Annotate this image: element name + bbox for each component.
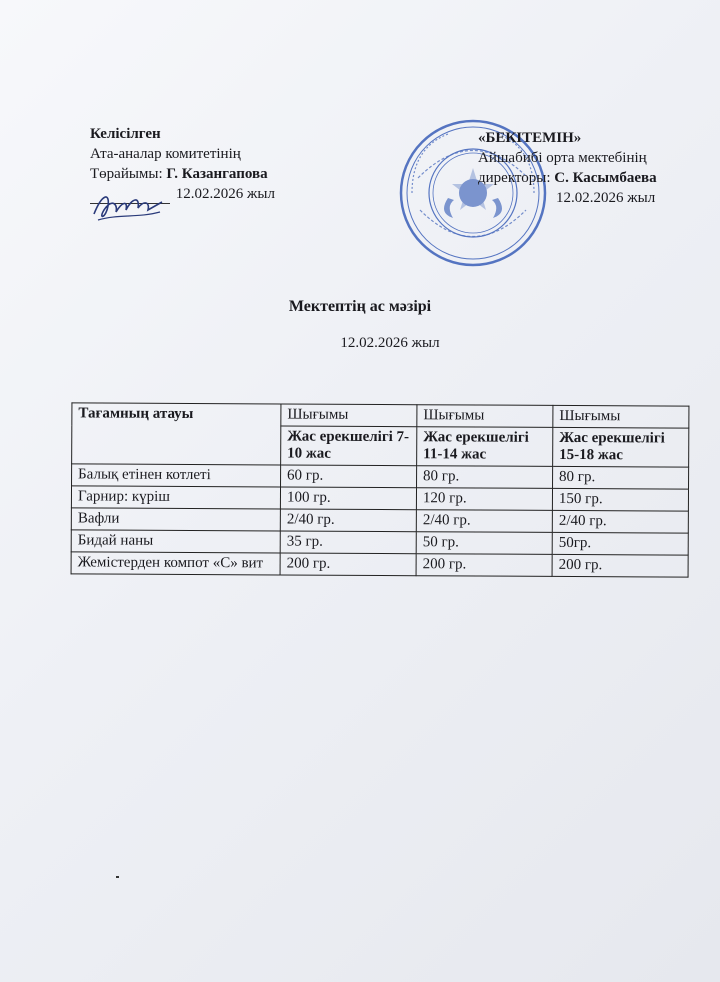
header-yield-2: Шығымы bbox=[417, 405, 553, 428]
chairperson-line bbox=[90, 164, 275, 184]
yield-value: 2/40 гр. bbox=[552, 510, 688, 533]
chairperson-name: Г. Казангапова bbox=[166, 166, 268, 182]
dish-name: Балық етінен котлеті bbox=[72, 464, 281, 487]
table-row bbox=[71, 508, 688, 533]
yield-value: 150 гр. bbox=[552, 488, 688, 511]
menu-date: 12.02.2026 жыл bbox=[340, 335, 440, 351]
page-title: Мектептің ас мәзірі bbox=[288, 298, 432, 315]
director-prefix: директоры: bbox=[478, 170, 555, 186]
dish-name: Вафли bbox=[71, 508, 280, 531]
yield-value: 35 гр. bbox=[280, 531, 416, 554]
director-line bbox=[478, 168, 657, 188]
yield-value: 100 гр. bbox=[280, 487, 416, 510]
header-yield-3: Шығымы bbox=[553, 405, 689, 428]
right-date: 12.02.2026 жыл bbox=[556, 190, 656, 206]
agreed-label: Келісілген bbox=[90, 126, 161, 142]
director-name: С. Касымбаева bbox=[554, 170, 657, 186]
yield-value: 60 гр. bbox=[281, 465, 417, 488]
table-header-row bbox=[72, 403, 689, 428]
school-label: Айшабибі орта мектебінің bbox=[478, 150, 647, 166]
yield-value: 50гр. bbox=[552, 532, 688, 555]
header-dish-name: Тағамның атауы bbox=[72, 403, 281, 465]
age-group-1: Жас ерекшелігі 7-10 жас bbox=[281, 426, 417, 466]
table-row bbox=[72, 464, 689, 489]
yield-value: 80 гр. bbox=[553, 466, 689, 489]
signature-image bbox=[88, 184, 168, 228]
yield-value: 200 гр. bbox=[552, 554, 688, 577]
table-row bbox=[71, 552, 688, 577]
header-yield-1: Шығымы bbox=[281, 404, 417, 427]
dish-name: Гарнир: күріш bbox=[71, 486, 280, 509]
yield-value: 120 гр. bbox=[416, 488, 552, 511]
right-date-line bbox=[478, 188, 657, 208]
approve-label: «БЕКІТЕМІН» bbox=[478, 130, 582, 146]
age-group-3: Жас ерекшелігі 15-18 жас bbox=[553, 427, 689, 467]
table-row bbox=[71, 530, 688, 555]
yield-value: 50 гр. bbox=[416, 532, 552, 555]
stray-mark bbox=[116, 876, 119, 878]
yield-value: 80 гр. bbox=[417, 466, 553, 489]
age-group-2: Жас ерекшелігі 11-14 жас bbox=[417, 427, 553, 467]
yield-value: 200 гр. bbox=[280, 553, 416, 576]
chairperson-prefix: Төрайымы: bbox=[90, 166, 167, 182]
dish-name: Жемістерден компот «С» вит bbox=[71, 552, 280, 575]
approval-block-right bbox=[478, 128, 657, 208]
table-row bbox=[71, 486, 688, 511]
yield-value: 200 гр. bbox=[416, 554, 552, 577]
menu-table bbox=[71, 402, 690, 577]
yield-value: 2/40 гр. bbox=[416, 510, 552, 533]
dish-name: Бидай наны bbox=[71, 530, 280, 553]
yield-value: 2/40 гр. bbox=[280, 509, 416, 532]
committee-label: Ата-аналар комитетінің bbox=[90, 146, 241, 162]
left-date: 12.02.2026 жыл bbox=[175, 186, 275, 202]
